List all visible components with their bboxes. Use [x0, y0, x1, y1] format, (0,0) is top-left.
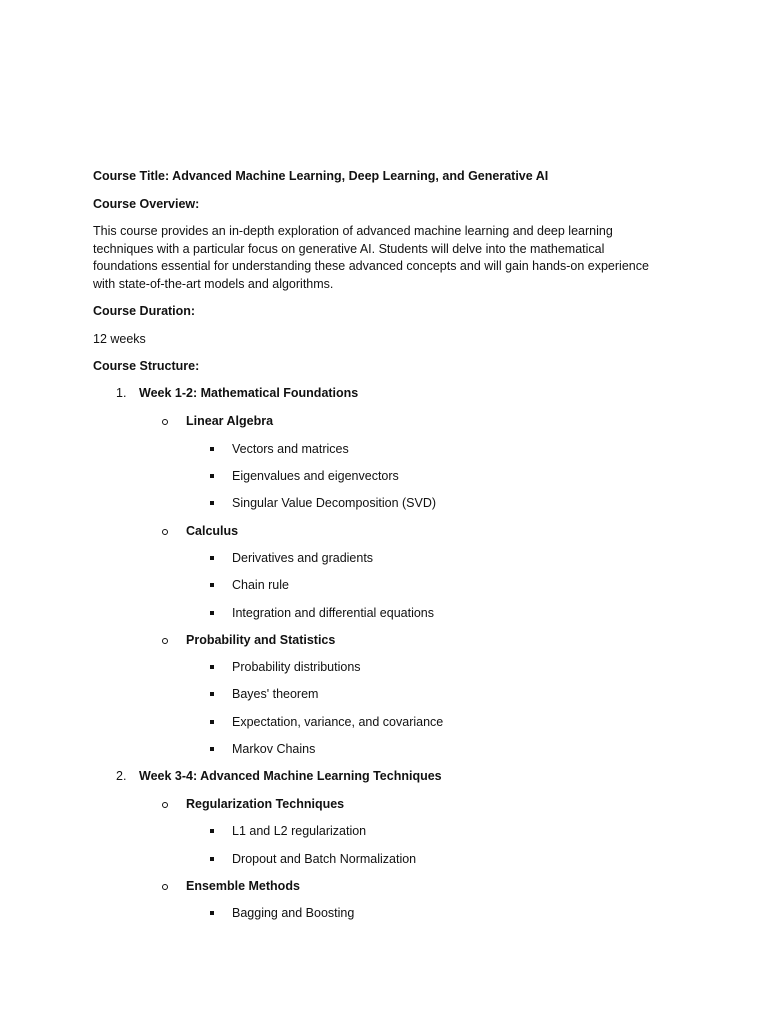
square-bullet-icon [210, 665, 214, 669]
square-bullet-icon [210, 611, 214, 615]
circle-bullet-icon [162, 802, 168, 808]
square-bullet-icon [210, 474, 214, 478]
list-item: Vectors and matrices [232, 442, 349, 456]
list-item: Dropout and Batch Normalization [232, 852, 417, 866]
list-item: Expectation, variance, and covariance [232, 715, 444, 729]
square-bullet-icon [210, 556, 214, 560]
circle-bullet-icon [162, 638, 168, 644]
overview-heading: Course Overview: [93, 197, 200, 211]
list-item: Markov Chains [232, 742, 316, 756]
list-item: L1 and L2 regularization [232, 824, 367, 838]
week-number: 2. [116, 769, 127, 783]
square-bullet-icon [210, 692, 214, 696]
square-bullet-icon [210, 720, 214, 724]
week-title: Week 3-4: Advanced Machine Learning Techniques [139, 769, 442, 783]
circle-bullet-icon [162, 419, 168, 425]
list-item: Probability distributions [232, 660, 361, 674]
square-bullet-icon [210, 857, 214, 861]
duration-value: 12 weeks [93, 332, 146, 346]
list-item: Derivatives and gradients [232, 551, 374, 565]
circle-bullet-icon [162, 884, 168, 890]
square-bullet-icon [210, 911, 214, 915]
structure-heading: Course Structure: [93, 359, 200, 373]
overview-line: foundations essential for understanding these advanced concepts and will gain hands-on experience [93, 259, 649, 273]
square-bullet-icon [210, 583, 214, 587]
square-bullet-icon [210, 747, 214, 751]
list-item: Bagging and Boosting [232, 906, 355, 920]
duration-heading: Course Duration: [93, 304, 196, 318]
list-item: Eigenvalues and eigenvectors [232, 469, 399, 483]
square-bullet-icon [210, 829, 214, 833]
overview-paragraph [93, 223, 683, 293]
section-title: Regularization Techniques [186, 797, 345, 811]
list-item: Chain rule [232, 578, 289, 592]
list-item: Bayes' theorem [232, 687, 319, 701]
week-title: Week 1-2: Mathematical Foundations [139, 386, 359, 400]
week-number: 1. [116, 386, 127, 400]
section-title: Linear Algebra [186, 414, 274, 428]
square-bullet-icon [210, 501, 214, 505]
section-title: Calculus [186, 524, 239, 538]
section-title: Probability and Statistics [186, 633, 336, 647]
overview-line: techniques with a particular focus on generative AI. Students will delve into the mathematical [93, 241, 605, 256]
list-item: Singular Value Decomposition (SVD) [232, 496, 437, 510]
section-title: Ensemble Methods [186, 879, 300, 893]
overview-line: with state-of-the-art models and algorithms. [93, 276, 334, 291]
square-bullet-icon [210, 447, 214, 451]
list-item: Integration and differential equations [232, 606, 435, 620]
course-title: Course Title: Advanced Machine Learning, Deep Learning, and Generative AI [93, 169, 549, 183]
overview-line: This course provides an in-depth exploration of advanced machine learning and deep learning [93, 224, 613, 238]
circle-bullet-icon [162, 529, 168, 535]
